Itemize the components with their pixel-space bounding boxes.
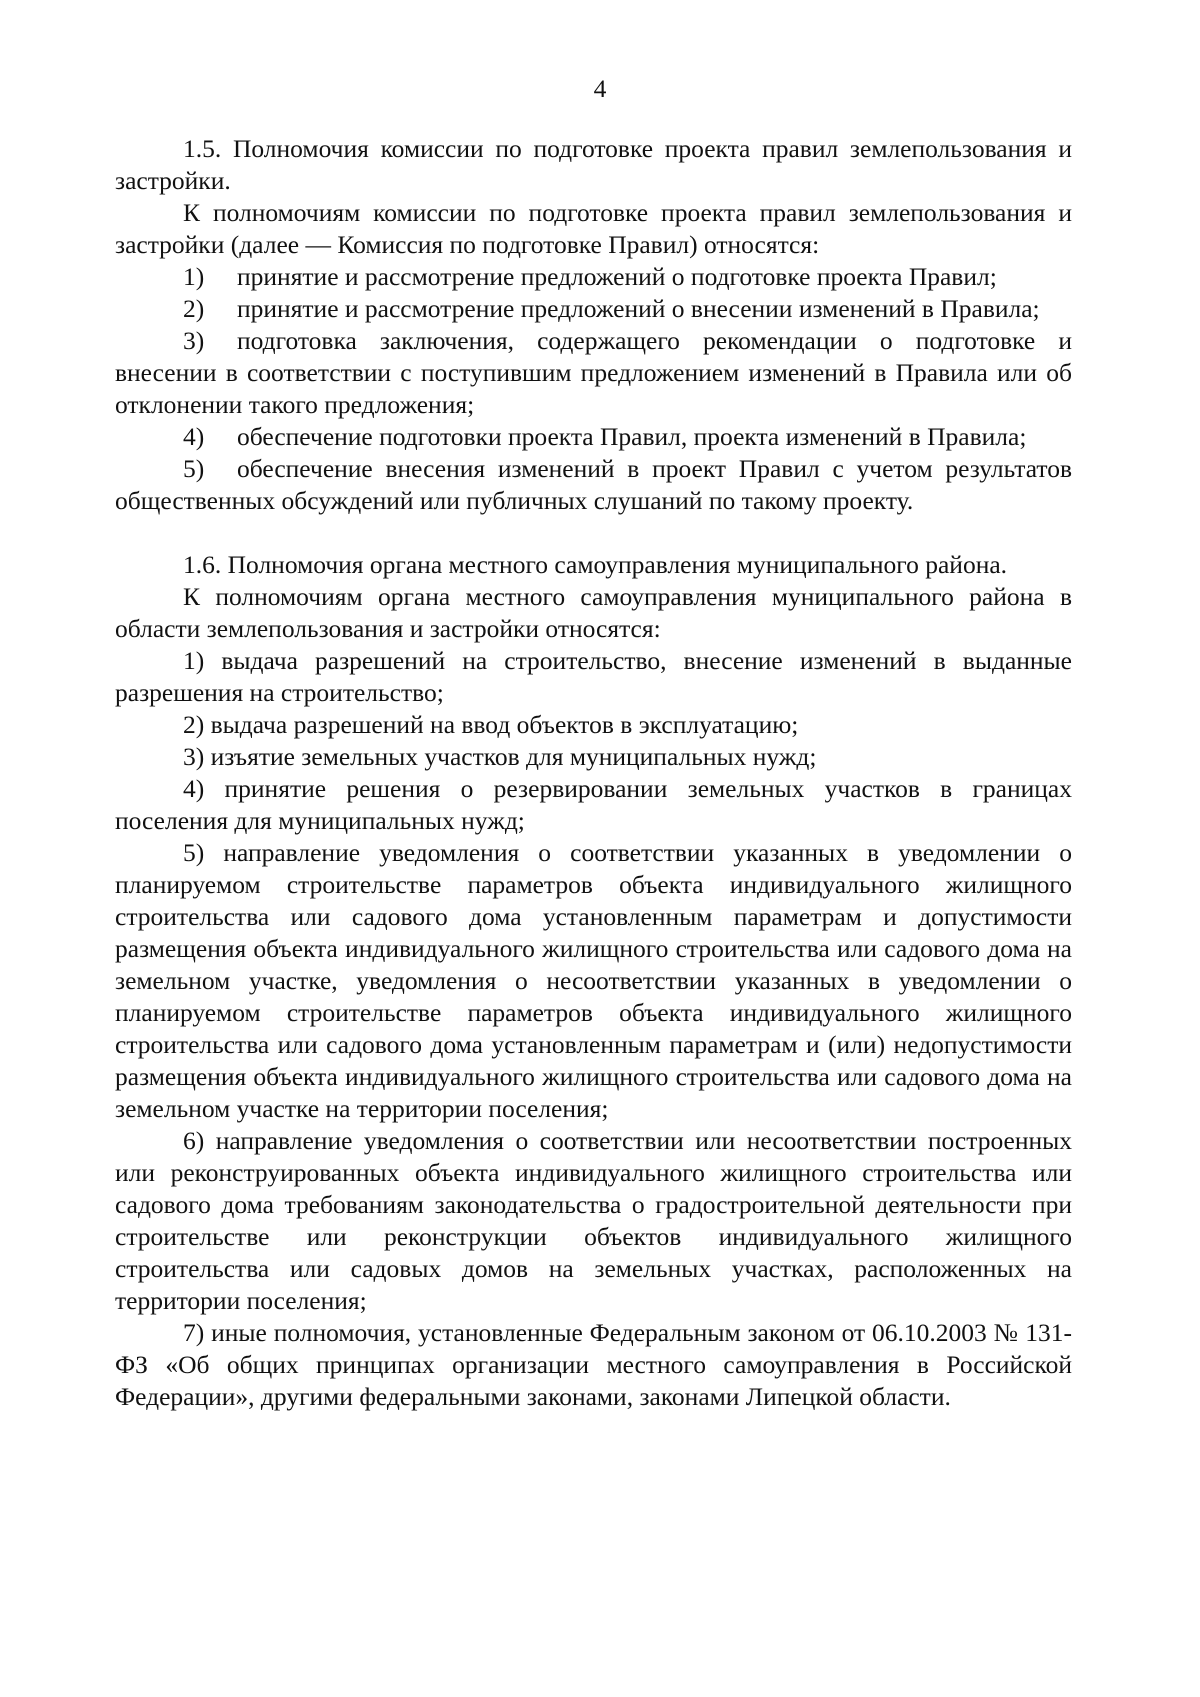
item-text: принятие и рассмотрение предложений о внесении изменений в Правила; — [237, 294, 1040, 323]
section-1-5-intro: К полномочиям комиссии по подготовке проекта правил землепользования и застройки (далее — Комиссия по подготовке Правил) относятся: — [115, 198, 1072, 259]
section-1-5-item-2 — [115, 293, 1072, 325]
section-1-6-intro: К полномочиям органа местного самоуправления муниципального района в области землепользования и застройки относятся: — [115, 582, 1072, 643]
document-body — [115, 133, 1072, 1413]
item-text: обеспечение внесения изменений в проект Правил с учетом результатов общественных обсуждений или публичных слушаний по такому проекту. — [115, 454, 1072, 515]
section-1-6-item-1: 1) выдача разрешений на строительство, внесение изменений в выданные разрешения на строительство; — [115, 646, 1072, 707]
item-text: обеспечение подготовки проекта Правил, проекта изменений в Правила; — [237, 422, 1027, 451]
item-number: 2) — [183, 294, 205, 323]
item-number: 1) — [183, 262, 205, 291]
section-1-5-heading: 1.5. Полномочия комиссии по подготовке проекта правил землепользования и застройки. — [115, 134, 1072, 195]
section-1-6-item-5: 5) направление уведомления о соответствии указанных в уведомлении о планируемом строительстве параметров объекта индивидуального жилищного строительства или садового дома установленным параметрам и допустимости размещения объекта индивидуального жилищного строительства или садового дома на земельном участке, уведомления о несоответствии указанных в уведомлении о планируемом строительстве параметров объекта индивидуального жилищного строительства или садового дома установленным параметрам и (или) недопустимости размещения объекта индивидуального жилищного строительства или садового дома на земельном участке на территории поселения; — [115, 838, 1072, 1123]
section-1-6-item-2: 2) выдача разрешений на ввод объектов в эксплуатацию; — [183, 710, 799, 739]
section-1-6-item-7: 7) иные полномочия, установленные Федеральным законом от 06.10.2003 № 131-ФЗ «Об общих принципах организации местного самоуправления в Российской Федерации», другими федеральными законами, законами Липецкой области. — [115, 1318, 1072, 1411]
item-number: 5) — [183, 454, 205, 483]
section-1-5-item-4 — [115, 421, 1072, 453]
section-1-6-item-3: 3) изъятие земельных участков для муниципальных нужд; — [183, 742, 817, 771]
item-number: 4) — [183, 422, 205, 451]
page-number: 4 — [593, 74, 607, 103]
section-1-6-item-4: 4) принятие решения о резервировании земельных участков в границах поселения для муниципальных нужд; — [115, 774, 1072, 835]
section-1-5-item-1 — [115, 261, 1072, 293]
item-text: подготовка заключения, содержащего рекомендации о подготовке и внесении в соответствии с поступившим предложением изменений в Правила или об отклонении такого предложения; — [115, 326, 1072, 419]
section-1-6-heading: 1.6. Полномочия органа местного самоуправления муниципального района. — [183, 550, 1008, 579]
item-number: 3) — [183, 326, 205, 355]
section-1-5-item-3 — [115, 325, 1072, 421]
section-1-5-item-5 — [115, 453, 1072, 517]
section-1-6-item-6: 6) направление уведомления о соответствии или несоответствии построенных или реконструированных объекта индивидуального жилищного строительства или садового дома требованиям законодательства о градостроительной деятельности при строительстве или реконструкции объектов индивидуального жилищного строительства или садовых домов на земельных участках, расположенных на территории поселения; — [115, 1126, 1072, 1315]
item-text: принятие и рассмотрение предложений о подготовке проекта Правил; — [237, 262, 997, 291]
